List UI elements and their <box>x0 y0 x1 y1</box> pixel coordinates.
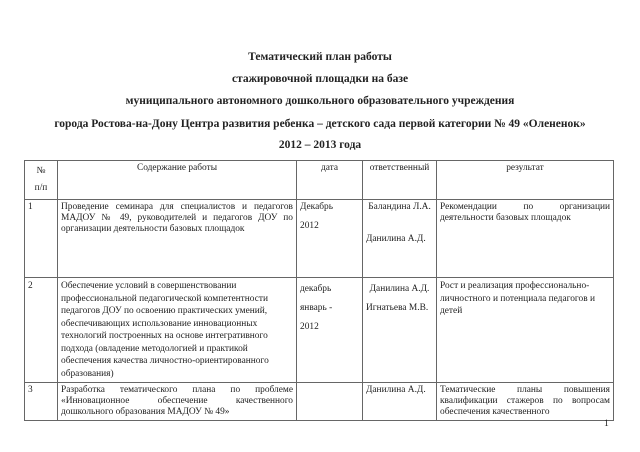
date-line: январь - <box>300 303 333 313</box>
result-line: личностного и потенциала педагогов и <box>440 293 596 304</box>
row-result <box>437 278 614 383</box>
row-num: 1 <box>25 200 58 278</box>
header-content: Содержание работы <box>58 161 297 200</box>
result-line: детей <box>440 306 463 316</box>
header-result: результат <box>437 161 614 200</box>
content-line: обеспечивающих использование инновационных <box>61 318 258 329</box>
content-line: педагогов ДОУ по освоению практических умений, <box>61 306 268 316</box>
table-row <box>25 383 614 421</box>
date-line: декабрь <box>300 284 332 294</box>
header-date: дата <box>297 161 363 200</box>
row-result: Рекомендации по организации деятельности базовых площадок <box>437 200 614 278</box>
header-num <box>25 161 58 200</box>
table-row <box>25 200 614 278</box>
result-line: Рост и реализация профессионально- <box>440 281 590 291</box>
content-line: технологий построенных на основе интегративного <box>61 331 268 341</box>
responsible-name: Баландина Л.А. <box>368 202 431 212</box>
date-line: 2012 <box>300 322 319 332</box>
row-num: 3 <box>25 383 58 421</box>
content-line: обеспечения качества личностно-ориентированного <box>61 356 269 366</box>
title-line-5: 2012 – 2013 года <box>278 139 362 151</box>
header-num-line2: п/п <box>34 183 48 193</box>
row-date <box>297 278 363 383</box>
title-line-2: стажировочной площадки на базе <box>231 73 409 85</box>
date-line: Декабрь <box>300 202 333 212</box>
plan-table <box>24 160 614 421</box>
row-responsible: Данилина А.Д. <box>363 383 437 421</box>
row-date <box>297 383 363 421</box>
header-num-line1: № <box>36 166 46 176</box>
row-result: Тематические планы повышения квалификации стажеров по вопросам обеспечения качественного <box>437 383 614 421</box>
row-date <box>297 200 363 278</box>
row-num: 2 <box>25 278 58 383</box>
row-content: Проведение семинара для специалистов и педагогов МАДОУ № 49, руководителей и педагогов ДОУ по организации деятельности базовых площадок <box>58 200 297 278</box>
page-number: 1 <box>604 418 609 429</box>
responsible-name: Игнатьева М.В. <box>366 303 429 313</box>
content-line: образования) <box>61 368 114 379</box>
row-responsible <box>363 200 437 278</box>
title-line-3: муниципального автономного дошкольного образовательного учреждения <box>125 95 515 107</box>
title-line-1: Тематический план работы <box>248 51 392 63</box>
content-line: Обеспечение условий в совершенствовании <box>61 281 237 291</box>
table-header-row <box>25 161 614 200</box>
row-content: Разработка тематического плана по проблеме «Инновационное обеспечение качественного дошкольного образования МАДОУ № 49» <box>58 383 297 421</box>
row-responsible <box>363 278 437 383</box>
row-content <box>58 278 297 383</box>
header-responsible: ответственный <box>363 161 437 200</box>
responsible-name: Данилина А.Д. <box>366 234 426 244</box>
content-line: профессиональной педагогической компетентности <box>61 293 268 304</box>
date-line: 2012 <box>300 221 319 231</box>
table-row <box>25 278 614 383</box>
responsible-name: Данилина А.Д. <box>369 284 430 294</box>
title-line-4: города Ростова-на-Дону Центра развития ребенка – детского сада первой категории № 49 «Олененок» <box>54 118 586 130</box>
content-line: подхода (овладение методологией и практикой <box>61 343 248 354</box>
